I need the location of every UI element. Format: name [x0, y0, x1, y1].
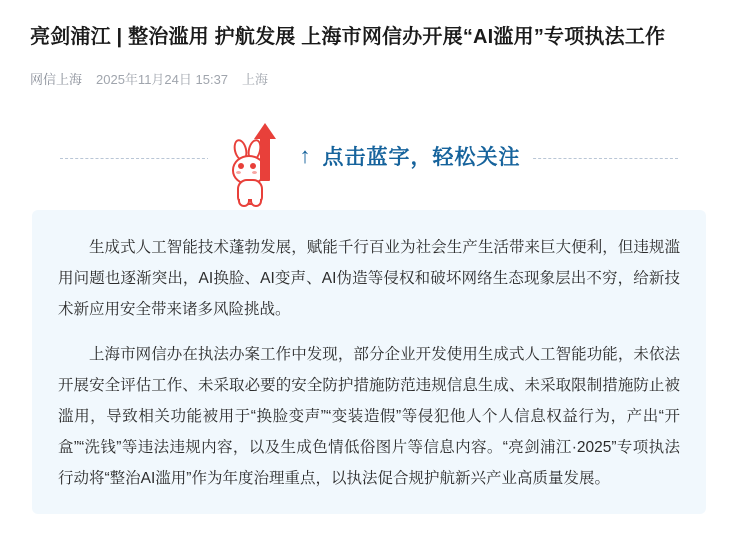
- meta-source[interactable]: 网信上海: [30, 72, 83, 87]
- meta-datetime: 2025年11月24日 15:37: [96, 72, 229, 87]
- article-meta: [30, 69, 708, 88]
- up-arrow-icon: [254, 123, 276, 181]
- follow-banner[interactable]: [36, 118, 702, 194]
- divider-right: [528, 158, 678, 159]
- rabbit-mascot-icon: [218, 121, 290, 191]
- article-body-card: [32, 210, 706, 514]
- article-paragraph-2: 上海市网信办在执法办案工作中发现，部分企业开发使用生成式人工智能功能，未依法开展安全评估工作、未采取必要的安全防护措施防范违规信息生成、未采取限制措施防止被滥用，导致相关功能被用于“换脸变声”“变装造假”等侵犯他人个人信息权益行为，产出“开盒”“洗钱”等违法违规内容，以及生成色情低俗图片等信息内容。“亮剑浦江·2025”专项执法行动将“整治AI滥用”作为年度治理重点，以执法促合规护航新兴产业高质量发展。: [58, 346, 680, 487]
- follow-banner-text[interactable]: 点击蓝字，轻松关注: [322, 146, 521, 169]
- mascot-cheek-left: [236, 171, 241, 174]
- chevron-up-icon: ↑: [299, 143, 311, 168]
- article-paragraph-1: 生成式人工智能技术蓬勃发展，赋能千行百业为社会生产生活带来巨大便利，但违规滥用问题也逐渐突出，AI换脸、AI变声、AI伪造等侵权和破坏网络生态现象层出不穷，给新技术新应用安全带来诸多风险挑战。: [58, 239, 680, 318]
- mascot-leg-right: [250, 199, 262, 207]
- meta-location: 上海: [242, 72, 269, 87]
- arrow-shaft: [260, 137, 270, 181]
- follow-banner-inner[interactable]: [208, 121, 531, 191]
- mascot-leg-left: [238, 199, 250, 207]
- mascot-eye-left: [238, 163, 244, 169]
- page-title: 亮剑浦江 | 整治滥用 护航发展 上海市网信办开展“AI滥用”专项执法工作: [30, 26, 666, 48]
- divider-left: [60, 158, 210, 159]
